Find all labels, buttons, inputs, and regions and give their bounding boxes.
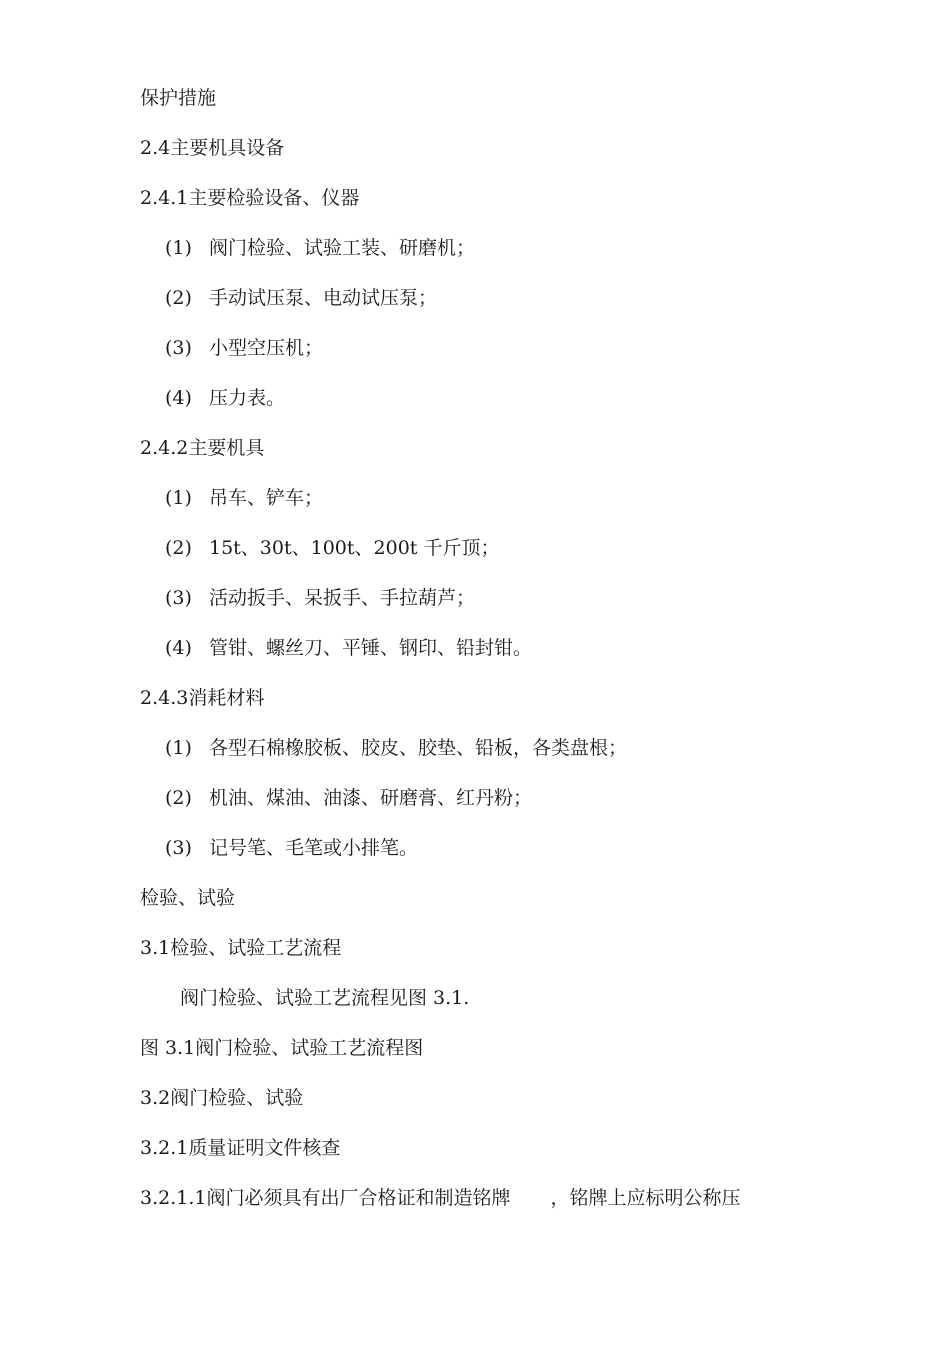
list-number: (1) [165,237,192,259]
list-text: 小型空压机； [209,337,324,359]
list-text: 活动扳手、呆扳手、手拉葫芦； [209,587,476,609]
heading-protection: 保护措施 [140,87,217,109]
list-number: (3) [165,587,192,609]
list-number: (4) [165,637,192,659]
list-text: 手动试压泵、电动试压泵； [209,287,438,309]
section-2-4-2-title: 2.4.2主要机具 [140,437,265,459]
list-text: 压力表。 [209,387,286,409]
list-item [165,236,475,260]
list-number: (4) [165,387,192,409]
list-number: (2) [165,287,192,309]
paragraph-3-2-1-1 [140,1186,741,1210]
list-number: (2) [165,537,192,559]
list-number: (3) [165,337,192,359]
list-text: 阀门检验、试验工装、研磨机； [209,237,476,259]
list-item [165,536,499,560]
list-item [165,586,475,610]
paragraph-text-part: 3.2.1.1阀门必须具有出厂合格证和制造铭牌 [140,1187,511,1209]
list-item [165,386,285,410]
list-item [165,836,418,860]
section-3-1-title: 3.1检验、试验工艺流程 [140,937,342,959]
list-number: (1) [165,737,192,759]
list-item [165,486,323,510]
list-number: (2) [165,787,192,809]
heading-inspection-test: 检验、试验 [140,887,236,909]
section-2-4-3-title: 2.4.3消耗材料 [140,687,265,709]
paragraph-text-part: ，铭牌上应标明公称压 [550,1187,741,1209]
list-item [165,786,532,810]
list-number: (1) [165,487,192,509]
list-text: 吊车、铲车； [209,487,324,509]
section-3-2-1-title: 3.2.1质量证明文件核查 [140,1137,341,1159]
list-item [165,286,437,310]
list-text: 管钳、螺丝刀、平锤、钢印、铅封钳。 [209,637,533,659]
list-item [165,736,627,760]
list-number: (3) [165,837,192,859]
list-text: 记号笔、毛笔或小排笔。 [209,837,419,859]
list-text: 15t、30t、100t、200t 千斤顶； [209,537,500,559]
list-item [165,336,323,360]
list-text: 各型石棉橡胶板、胶皮、胶垫、铅板，各类盘根； [209,737,628,759]
section-2-4-1-title: 2.4.1主要检验设备、仪器 [140,187,360,209]
figure-caption: 图 3.1阀门检验、试验工艺流程图 [140,1037,424,1059]
list-item [165,636,532,660]
section-2-4-title: 2.4主要机具设备 [140,137,285,159]
section-3-2-title: 3.2阀门检验、试验 [140,1087,304,1109]
list-text: 机油、煤油、油漆、研磨膏、红丹粉； [209,787,533,809]
paragraph-text: 阀门检验、试验工艺流程见图 3.1. [180,987,470,1009]
